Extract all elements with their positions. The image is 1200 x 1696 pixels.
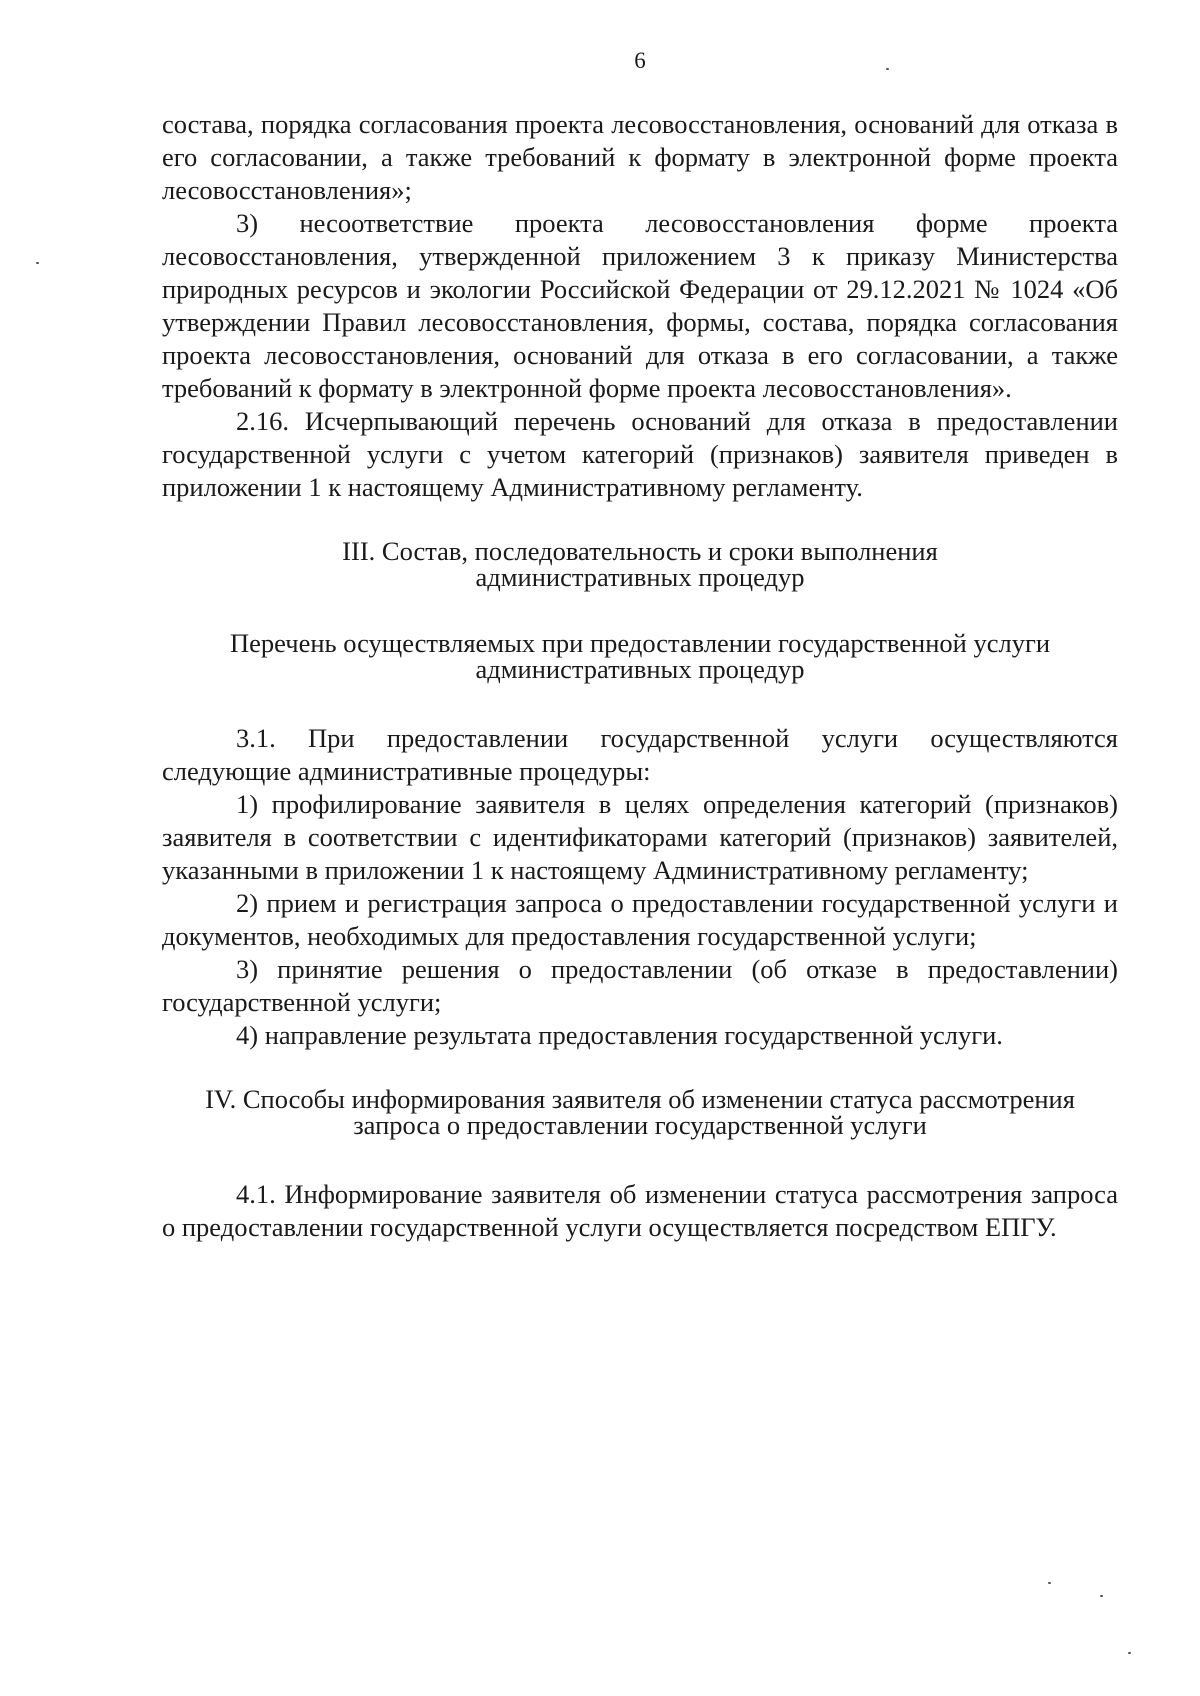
- procedure-item-3: 3) принятие решения о предоставлении (об отказе в предоставлении) государственной услуги;: [162, 954, 1118, 1017]
- paragraph-item-3: 3) несоответствие проекта лесовосстановления форме проекта лесовосстановления, утвержденной приложением 3 к приказу Министерства природных ресурсов и экологии Российской Федерации от 29.12.2021 № 1024 «Об утверждении Правил лесовосстановления, формы, состава, порядка согласования проекта лесовосстановления, оснований для отказа в его согласовании, а также требований к формату в электронной форме проекта лесовосстановления».: [162, 208, 1118, 403]
- section-3-subheading-line-1: Перечень осуществляемых при предоставлении государственной услуги: [229, 628, 1050, 658]
- section-3-heading-line-2: административных процедур: [475, 562, 805, 592]
- scan-speck: [886, 68, 889, 70]
- section-3-heading-line-1: III. Состав, последовательность и сроки выполнения: [342, 536, 938, 566]
- procedure-item-4: 4) направление результата предоставления государственной услуги.: [236, 1020, 1003, 1050]
- page-number: 6: [634, 48, 646, 73]
- scan-speck: [1100, 1595, 1103, 1597]
- procedure-item-1: 1) профилирование заявителя в целях определения категорий (признаков) заявителя в соответствии с идентификаторами категорий (признаков) заявителей, указанными в приложении 1 к настоящему Административному регламенту;: [162, 789, 1118, 885]
- paragraph-2-16: 2.16. Исчерпывающий перечень оснований для отказа в предоставлении государственной услуги с учетом категорий (признаков) заявителя приведен в приложении 1 к настоящему Административному регламенту.: [162, 406, 1118, 502]
- document-body: [162, 108, 1118, 1244]
- paragraph-continuation: состава, порядка согласования проекта лесовосстановления, оснований для отказа в его согласовании, а также требований к формату в электронной форме проекта лесовосстановления»;: [162, 109, 1118, 205]
- scan-speck: [1048, 1582, 1051, 1584]
- section-4-heading-line-2: запроса о предоставлении государственной услуги: [353, 1110, 927, 1140]
- procedure-item-2: 2) прием и регистрация запроса о предоставлении государственной услуги и документов, необходимых для предоставления государственной услуги;: [162, 888, 1118, 951]
- scan-speck: [1128, 1652, 1131, 1654]
- scan-speck: [36, 262, 39, 264]
- section-3-subheading-line-2: административных процедур: [475, 654, 805, 684]
- section-4-heading-line-1: IV. Способы информирования заявителя об изменении статуса рассмотрения: [205, 1084, 1075, 1114]
- paragraph-3-1: 3.1. При предоставлении государственной услуги осуществляются следующие административные процедуры:: [162, 723, 1118, 786]
- paragraph-4-1: 4.1. Информирование заявителя об изменении статуса рассмотрения запроса о предоставлении государственной услуги осуществляется посредством ЕПГУ.: [162, 1179, 1118, 1242]
